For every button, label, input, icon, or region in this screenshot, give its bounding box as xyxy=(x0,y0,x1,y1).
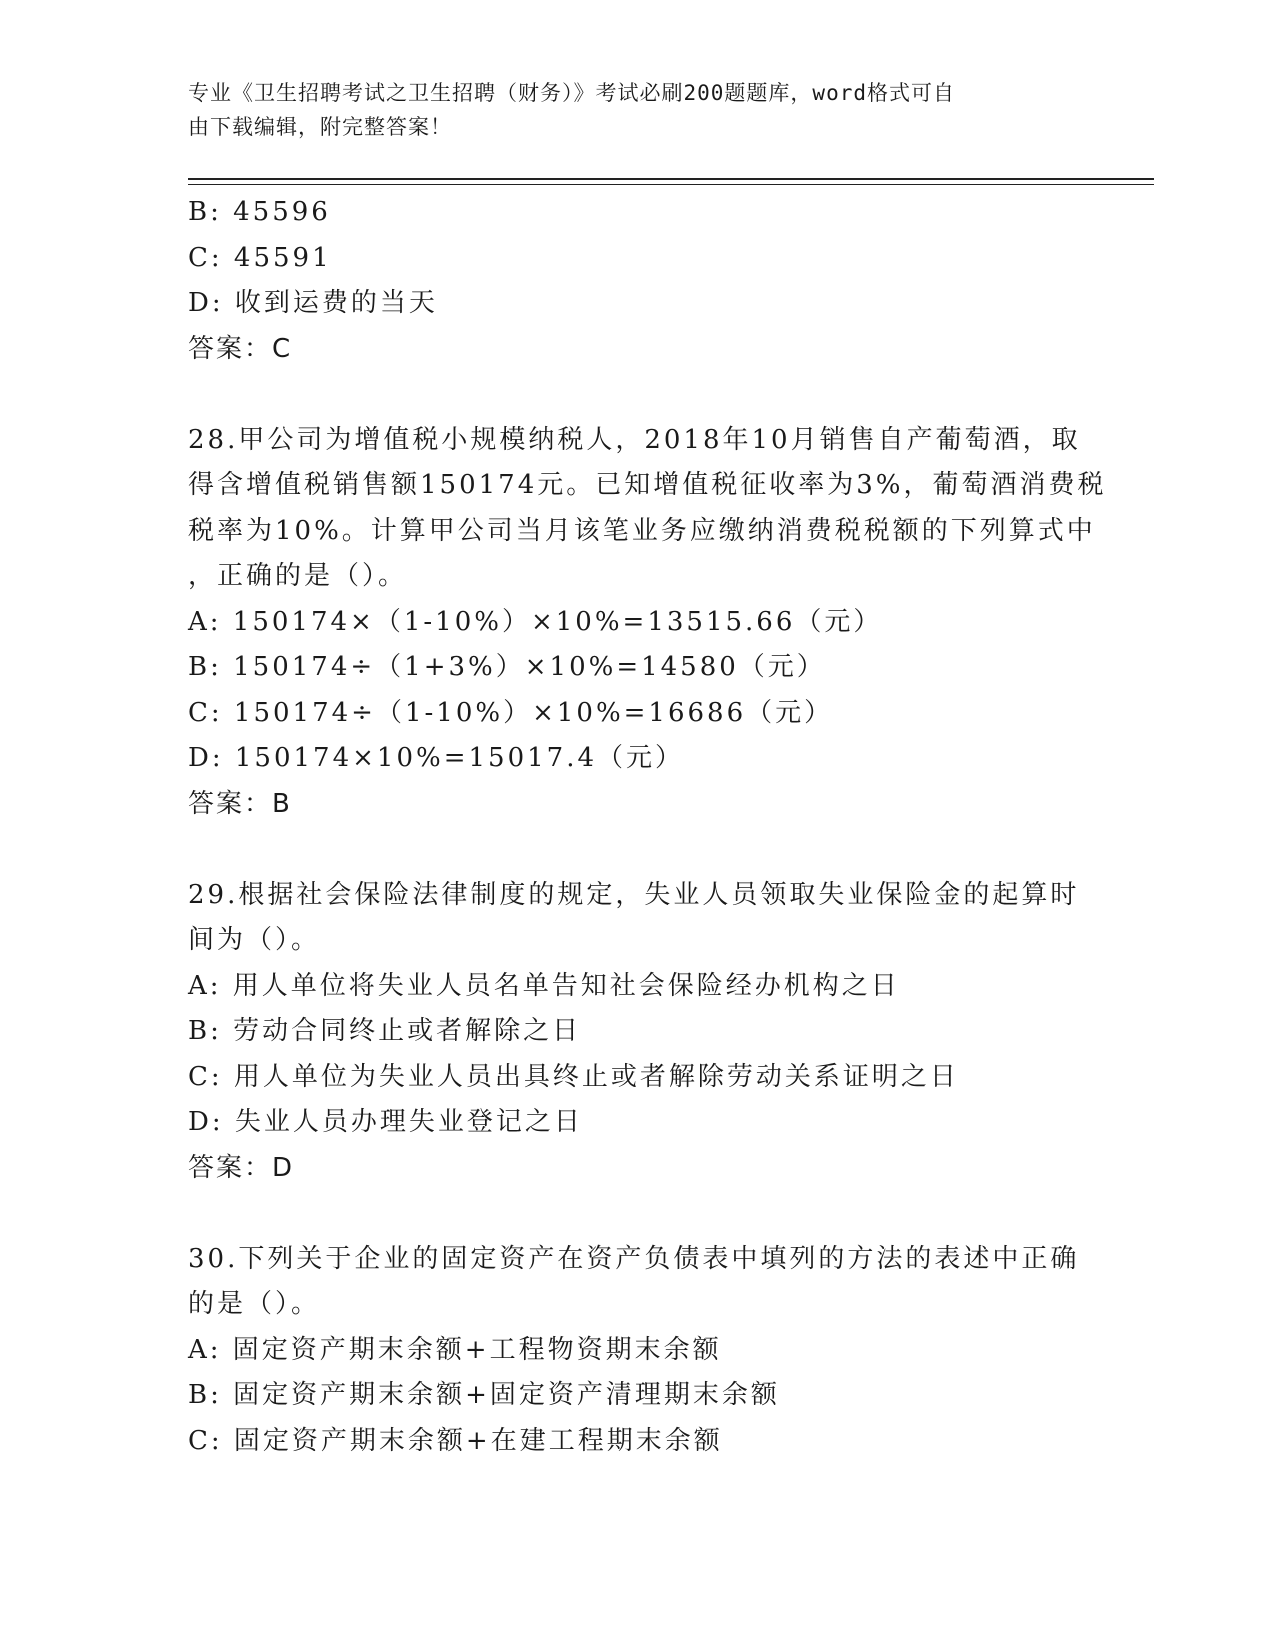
spacer xyxy=(188,827,1088,873)
option-c: C: 固定资产期末余额+在建工程期末余额 xyxy=(188,1425,723,1456)
option-c: C: 150174÷（1-10%）×10%=16686（元） xyxy=(188,697,834,728)
question-prev xyxy=(188,190,1088,372)
answer-line: 答案：B xyxy=(188,788,292,819)
option-b: B: 150174÷（1+3%）×10%=14580（元） xyxy=(188,652,826,682)
header-line-1: 专业《卫生招聘考试之卫生招聘（财务）》考试必刷200题题库，word格式可自 xyxy=(188,81,955,105)
question-stem-line: 28.甲公司为增值税小规模纳税人，2018年10月销售自产葡萄酒，取 xyxy=(188,424,1081,455)
spacer xyxy=(188,1191,1088,1237)
header-divider-thin xyxy=(188,184,1154,185)
question-list xyxy=(188,190,1107,1464)
option-d: D: 失业人员办理失业登记之日 xyxy=(188,1107,583,1137)
option-d: D: 150174×10%=15017.4（元） xyxy=(188,743,684,773)
question-stem-line: 税率为10%。计算甲公司当月该笔业务应缴纳消费税税额的下列算式中 xyxy=(188,515,1096,546)
option-a: A: 150174×（1-10%）×10%=13515.66（元） xyxy=(188,606,883,637)
header-line-2: 由下载编辑，附完整答案！ xyxy=(188,115,452,139)
spacer xyxy=(188,372,1088,418)
answer-line: 答案：C xyxy=(188,333,293,364)
question-29 xyxy=(188,873,1088,1192)
option-d: D: 收到运费的当天 xyxy=(188,288,438,318)
header-divider-thick xyxy=(188,178,1154,180)
question-stem-line: 30.下列关于企业的固定资产在资产负债表中填列的方法的表述中正确 xyxy=(188,1243,1080,1274)
question-28 xyxy=(188,418,1107,828)
option-c: C: 用人单位为失业人员出具终止或者解除劳动关系证明之日 xyxy=(188,1061,959,1092)
option-b: B: 劳动合同终止或者解除之日 xyxy=(188,1016,582,1046)
option-b: B: 45596 xyxy=(188,197,331,227)
question-stem-line: 的是（）。 xyxy=(188,1289,321,1319)
option-b: B: 固定资产期末余额+固定资产清理期末余额 xyxy=(188,1380,780,1410)
document-header xyxy=(188,76,1068,144)
question-stem-line: 29.根据社会保险法律制度的规定，失业人员领取失业保险金的起算时 xyxy=(188,879,1080,910)
answer-line: 答案：D xyxy=(188,1152,295,1183)
option-a: A: 固定资产期末余额+工程物资期末余额 xyxy=(188,1334,722,1365)
question-30 xyxy=(188,1237,1088,1465)
question-stem-line: 得含增值税销售额150174元。已知增值税征收率为3%，葡萄酒消费税 xyxy=(188,470,1107,500)
option-a: A: 用人单位将失业人员名单告知社会保险经办机构之日 xyxy=(188,970,900,1001)
question-stem-line: 间为（）。 xyxy=(188,925,321,955)
question-stem-line: ，正确的是（）。 xyxy=(188,561,408,591)
option-c: C: 45591 xyxy=(188,242,332,273)
